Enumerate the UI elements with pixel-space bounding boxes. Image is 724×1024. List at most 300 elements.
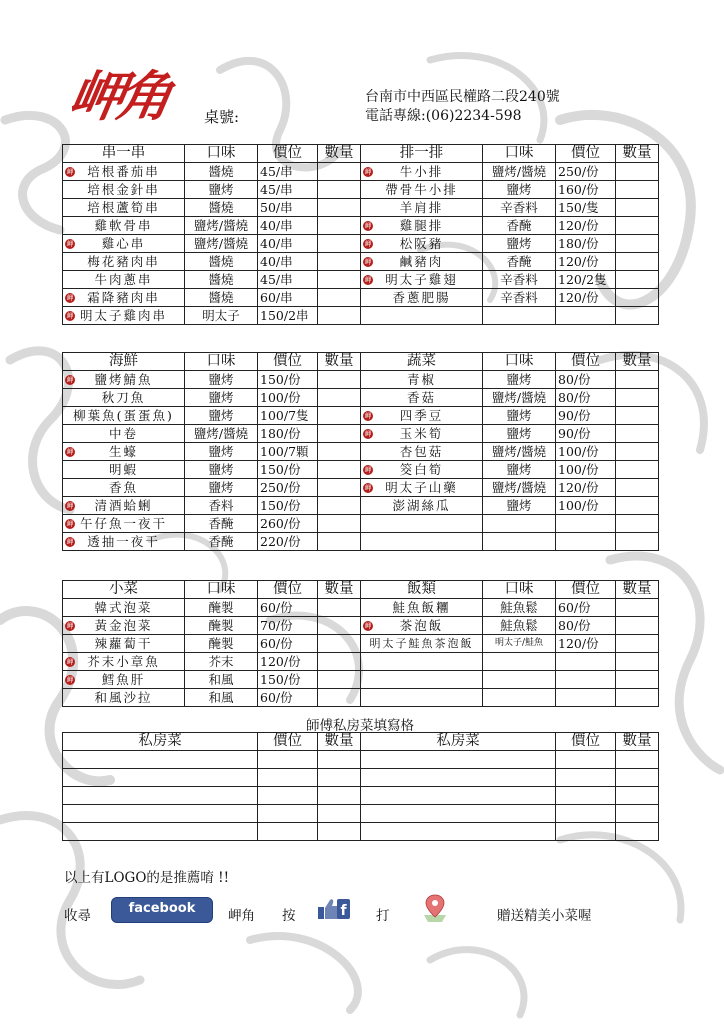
dish-price: 180/份 — [556, 235, 616, 253]
dish-name-text: 中卷 — [108, 426, 138, 441]
quantity-field[interactable] — [318, 407, 361, 425]
quantity-field[interactable] — [616, 443, 659, 461]
dish-name — [63, 653, 185, 671]
recommended-logo-icon: 岬 — [66, 168, 74, 176]
dish-price: 100/份 — [556, 461, 616, 479]
blank-cell[interactable] — [361, 805, 556, 823]
right-header-qty: 數量 — [616, 145, 659, 163]
quantity-field[interactable] — [318, 217, 361, 235]
facebook-logo[interactable]: facebook — [111, 897, 213, 923]
quantity-field[interactable] — [616, 689, 659, 707]
blank-cell[interactable] — [258, 805, 318, 823]
blank-cell[interactable] — [318, 787, 361, 805]
blank-cell[interactable] — [318, 769, 361, 787]
blank-cell[interactable] — [258, 787, 318, 805]
dish-name-text: 韓式泡菜 — [94, 600, 153, 615]
quantity-field[interactable] — [616, 671, 659, 689]
dish-name-text: 四季豆 — [399, 408, 444, 423]
blank-cell[interactable] — [361, 769, 556, 787]
quantity-field[interactable] — [616, 289, 659, 307]
recommend-note: 以上有LOGO的是推薦唷 !! — [64, 870, 230, 886]
quantity-field[interactable] — [318, 235, 361, 253]
dish-flavor: 醃製 — [185, 599, 258, 617]
dish-flavor: 鹽烤/醬燒 — [185, 425, 258, 443]
quantity-field[interactable] — [616, 235, 659, 253]
dish-price: 150/隻 — [556, 199, 616, 217]
phone: 電話專線:(06)2234-598 — [365, 108, 522, 124]
dish-name — [63, 461, 185, 479]
dish-name — [361, 199, 483, 217]
table-row — [63, 653, 659, 671]
dish-name — [361, 425, 483, 443]
recommended-logo-icon: 岬 — [364, 258, 372, 266]
dish-flavor: 醃製 — [185, 635, 258, 653]
blank-cell[interactable] — [63, 805, 258, 823]
brand-logo: 岬角 — [64, 64, 172, 128]
quantity-field[interactable] — [318, 497, 361, 515]
dish-flavor: 醃製 — [185, 617, 258, 635]
dish-price: 80/份 — [556, 371, 616, 389]
dish-name-text: 培根番茄串 — [87, 164, 160, 179]
dish-name — [361, 443, 483, 461]
dish-name-text: 雞腿排 — [399, 218, 444, 233]
dish-flavor: 鹽烤/醬燒 — [185, 217, 258, 235]
recommended-logo-icon: 岬 — [364, 222, 372, 230]
blank-cell[interactable] — [616, 787, 659, 805]
dish-price: 90/份 — [556, 407, 616, 425]
table-row — [63, 181, 659, 199]
dish-price: 120/份 — [556, 289, 616, 307]
table-row — [63, 217, 659, 235]
dish-flavor: 香醃 — [185, 515, 258, 533]
quantity-field[interactable] — [318, 599, 361, 617]
blank-cell[interactable] — [63, 823, 258, 841]
dish-name — [361, 235, 483, 253]
recommended-logo-icon: 岬 — [66, 658, 74, 666]
price-header: 價位 — [556, 733, 616, 751]
recommended-logo-icon: 岬 — [66, 520, 74, 528]
quantity-field[interactable] — [616, 425, 659, 443]
quantity-field[interactable] — [616, 271, 659, 289]
dish-name-text: 香蔥肥腸 — [392, 290, 451, 305]
dish-name-text: 杏包菇 — [399, 444, 444, 459]
quantity-field[interactable] — [616, 163, 659, 181]
recommended-logo-icon: 岬 — [364, 484, 372, 492]
brand-name: 岬角 — [228, 908, 255, 924]
dish-price: 40/串 — [258, 235, 318, 253]
dish-name — [63, 407, 185, 425]
dish-name — [361, 617, 483, 635]
recommended-logo-icon: 岬 — [66, 538, 74, 546]
dish-name-text: 帶骨牛小排 — [385, 182, 458, 197]
dish-name — [361, 407, 483, 425]
dish-price: 100/7顆 — [258, 443, 318, 461]
right-header-name: 排一排 — [361, 145, 483, 163]
dish-name-text: 生蠔 — [108, 444, 138, 459]
dish-name-text: 黃金泡菜 — [94, 618, 153, 633]
dish-name — [361, 163, 483, 181]
quantity-field[interactable] — [318, 181, 361, 199]
blank-cell[interactable] — [616, 751, 659, 769]
dish-flavor — [483, 533, 556, 551]
dish-name-text: 培根金針串 — [87, 182, 160, 197]
dish-price: 120/份 — [556, 253, 616, 271]
dish-flavor: 明太子 — [185, 307, 258, 325]
dish-name-text: 青椒 — [406, 372, 436, 387]
dish-flavor: 鹽烤/醬燒 — [483, 479, 556, 497]
dish-name — [361, 253, 483, 271]
dish-name-text: 芥末小章魚 — [87, 654, 160, 669]
dish-name — [361, 371, 483, 389]
quantity-field[interactable] — [318, 653, 361, 671]
dish-price: 45/串 — [258, 181, 318, 199]
dish-name-text: 明太子雞翅 — [385, 272, 458, 287]
dish-flavor: 鹽烤/醬燒 — [185, 235, 258, 253]
address: 台南市中西區民權路二段240號 — [365, 89, 560, 105]
dish-name-text: 梅花豬肉串 — [87, 254, 160, 269]
quantity-field[interactable] — [616, 307, 659, 325]
dish-price: 80/份 — [556, 617, 616, 635]
dish-name — [361, 479, 483, 497]
dish-name-text: 明太子山藥 — [385, 480, 458, 495]
blank-cell[interactable] — [556, 805, 616, 823]
blank-cell[interactable] — [556, 751, 616, 769]
dish-name — [63, 689, 185, 707]
blank-cell[interactable] — [556, 787, 616, 805]
table-row — [63, 271, 659, 289]
dish-price — [556, 671, 616, 689]
dish-name-text: 午仔魚一夜干 — [79, 516, 167, 531]
dish-name — [361, 461, 483, 479]
table-row — [63, 671, 659, 689]
dish-name — [63, 389, 185, 407]
quantity-field[interactable] — [616, 515, 659, 533]
recommended-logo-icon: 岬 — [66, 312, 74, 320]
recommended-logo-icon: 岬 — [66, 676, 74, 684]
quantity-field[interactable] — [318, 289, 361, 307]
dish-price — [556, 307, 616, 325]
dish-price: 40/串 — [258, 253, 318, 271]
table-number-label: 桌號: — [204, 108, 240, 126]
dish-flavor: 鹽烤 — [185, 443, 258, 461]
quantity-field[interactable] — [318, 671, 361, 689]
dish-name-text: 牛肉蔥串 — [94, 272, 153, 287]
blank-row — [63, 787, 659, 805]
quantity-field[interactable] — [318, 479, 361, 497]
blank-cell[interactable] — [258, 823, 318, 841]
dish-price: 150/2串 — [258, 307, 318, 325]
recommended-logo-icon: 岬 — [66, 502, 74, 510]
dish-flavor: 香醃 — [185, 533, 258, 551]
quantity-field[interactable] — [318, 461, 361, 479]
dish-name-text: 鹽烤鯖魚 — [94, 372, 153, 387]
dish-price: 50/串 — [258, 199, 318, 217]
dish-name — [361, 671, 483, 689]
dish-name — [63, 181, 185, 199]
dish-price: 60/份 — [258, 689, 318, 707]
dish-price: 100/份 — [556, 497, 616, 515]
dish-flavor: 醬燒 — [185, 199, 258, 217]
dish-name — [361, 515, 483, 533]
dish-name — [63, 199, 185, 217]
dish-price: 70/份 — [258, 617, 318, 635]
dish-price: 60/串 — [258, 289, 318, 307]
dish-name-text: 明蝦 — [108, 462, 138, 477]
dish-flavor: 和風 — [185, 671, 258, 689]
blank-cell[interactable] — [318, 823, 361, 841]
dish-name — [63, 599, 185, 617]
dish-name — [63, 271, 185, 289]
table-row — [63, 425, 659, 443]
recommended-logo-icon: 岬 — [364, 430, 372, 438]
price-header: 價位 — [258, 733, 318, 751]
blank-cell[interactable] — [616, 769, 659, 787]
dish-flavor: 鹽烤 — [483, 461, 556, 479]
quantity-field[interactable] — [318, 163, 361, 181]
quantity-field[interactable] — [318, 425, 361, 443]
blank-cell[interactable] — [258, 769, 318, 787]
blank-cell[interactable] — [318, 805, 361, 823]
dish-price: 150/份 — [258, 671, 318, 689]
blank-cell[interactable] — [616, 823, 659, 841]
dish-price: 250/份 — [556, 163, 616, 181]
quantity-field[interactable] — [616, 635, 659, 653]
dish-name — [361, 599, 483, 617]
quantity-field[interactable] — [616, 497, 659, 515]
dish-name — [63, 425, 185, 443]
dish-price: 260/份 — [258, 515, 318, 533]
table-row — [63, 479, 659, 497]
dish-flavor — [483, 671, 556, 689]
dish-name-text: 清酒蛤蜊 — [94, 498, 153, 513]
dish-name-text: 秋刀魚 — [101, 390, 146, 405]
right-header-flavor: 口味 — [483, 353, 556, 371]
table-row — [63, 533, 659, 551]
quantity-field[interactable] — [318, 253, 361, 271]
blank-cell[interactable] — [361, 823, 556, 841]
dish-name — [361, 289, 483, 307]
dish-name-text: 和風沙拉 — [94, 690, 153, 705]
dish-price: 120/2隻 — [556, 271, 616, 289]
dish-flavor: 鹽烤/醬燒 — [483, 389, 556, 407]
dish-flavor: 醬燒 — [185, 163, 258, 181]
dish-name-text: 筊白筍 — [399, 462, 444, 477]
dish-price: 120/份 — [556, 479, 616, 497]
quantity-field[interactable] — [318, 307, 361, 325]
quantity-field[interactable] — [616, 617, 659, 635]
left-header-qty: 數量 — [318, 581, 361, 599]
sides-rice-table — [62, 580, 659, 707]
blank-row — [63, 805, 659, 823]
dish-name — [63, 307, 185, 325]
dish-name-text: 羊肩排 — [399, 200, 444, 215]
quantity-field[interactable] — [616, 599, 659, 617]
dish-flavor: 鹽烤 — [185, 181, 258, 199]
blank-cell[interactable] — [556, 769, 616, 787]
blank-cell[interactable] — [63, 787, 258, 805]
dish-price: 220/份 — [258, 533, 318, 551]
dish-flavor: 鹽烤 — [185, 389, 258, 407]
press-label: 按 — [282, 908, 296, 924]
left-header-name: 串一串 — [63, 145, 185, 163]
dish-price: 150/份 — [258, 497, 318, 515]
table-row — [63, 253, 659, 271]
dish-price — [556, 533, 616, 551]
dish-price: 160/份 — [556, 181, 616, 199]
dish-name — [63, 217, 185, 235]
dish-price: 40/串 — [258, 217, 318, 235]
dish-flavor: 香料 — [185, 497, 258, 515]
recommended-logo-icon: 岬 — [66, 376, 74, 384]
left-header-flavor: 口味 — [185, 581, 258, 599]
quantity-field[interactable] — [318, 371, 361, 389]
dish-name — [361, 217, 483, 235]
right-header-flavor: 口味 — [483, 145, 556, 163]
blank-cell[interactable] — [361, 787, 556, 805]
dish-name — [63, 617, 185, 635]
right-header-price: 價位 — [556, 581, 616, 599]
right-header-price: 價位 — [556, 353, 616, 371]
dish-name-text: 牛小排 — [399, 164, 444, 179]
dish-name-text: 辣蘿蔔干 — [94, 636, 153, 651]
blank-cell[interactable] — [63, 751, 258, 769]
dish-price: 90/份 — [556, 425, 616, 443]
blank-cell[interactable] — [318, 751, 361, 769]
dish-name — [361, 307, 483, 325]
dish-price: 45/串 — [258, 163, 318, 181]
quantity-field[interactable] — [318, 389, 361, 407]
private-dish-header: 私房菜 — [361, 733, 556, 751]
dish-name — [63, 497, 185, 515]
quantity-field[interactable] — [616, 181, 659, 199]
blank-cell[interactable] — [63, 769, 258, 787]
table-row — [63, 199, 659, 217]
dish-flavor: 芥末 — [185, 653, 258, 671]
right-header-price: 價位 — [556, 145, 616, 163]
dish-name — [63, 515, 185, 533]
quantity-field[interactable] — [616, 533, 659, 551]
dish-flavor — [483, 689, 556, 707]
dish-flavor: 鹽烤 — [185, 479, 258, 497]
quantity-field[interactable] — [318, 617, 361, 635]
dish-name — [361, 653, 483, 671]
recommended-logo-icon: 岬 — [66, 294, 74, 302]
facebook-like-icon[interactable] — [317, 897, 351, 921]
left-header-price: 價位 — [258, 353, 318, 371]
dish-price — [556, 515, 616, 533]
blank-cell[interactable] — [258, 751, 318, 769]
quantity-field[interactable] — [616, 389, 659, 407]
table-row — [63, 635, 659, 653]
table-row — [63, 307, 659, 325]
quantity-field[interactable] — [616, 199, 659, 217]
dish-name — [63, 479, 185, 497]
check-in-label: 打 — [376, 908, 390, 924]
gift-label: 贈送精美小菜喔 — [497, 908, 592, 924]
quantity-field[interactable] — [318, 635, 361, 653]
quantity-field[interactable] — [318, 515, 361, 533]
blank-cell[interactable] — [556, 823, 616, 841]
seafood-vegetable-table — [62, 352, 659, 551]
dish-flavor: 鹽烤 — [185, 371, 258, 389]
dish-name-text: 柳葉魚(蛋蛋魚) — [73, 408, 174, 423]
blank-cell[interactable] — [361, 751, 556, 769]
dish-name-text: 透抽一夜干 — [87, 534, 160, 549]
quantity-field[interactable] — [616, 479, 659, 497]
right-header-name: 蔬菜 — [361, 353, 483, 371]
dish-flavor: 香醃 — [483, 217, 556, 235]
left-header-flavor: 口味 — [185, 353, 258, 371]
quantity-field[interactable] — [616, 217, 659, 235]
dish-name-text: 鹹豬肉 — [399, 254, 444, 269]
dish-flavor: 鹽烤 — [483, 181, 556, 199]
dish-price: 120/份 — [556, 635, 616, 653]
private-dishes-title: 師傅私房菜填寫格 — [306, 718, 414, 734]
quantity-field[interactable] — [318, 689, 361, 707]
recommended-logo-icon: 岬 — [364, 168, 372, 176]
quantity-field[interactable] — [616, 371, 659, 389]
quantity-field[interactable] — [616, 653, 659, 671]
location-pin-icon[interactable] — [422, 893, 448, 923]
table-row — [63, 515, 659, 533]
quantity-field[interactable] — [616, 407, 659, 425]
recommended-logo-icon: 岬 — [364, 276, 372, 284]
recommended-logo-icon: 岬 — [66, 240, 74, 248]
quantity-field[interactable] — [318, 199, 361, 217]
dish-name — [63, 235, 185, 253]
dish-flavor: 醬燒 — [185, 271, 258, 289]
table-row — [63, 617, 659, 635]
dish-name — [63, 443, 185, 461]
quantity-field[interactable] — [318, 271, 361, 289]
right-header-name: 飯類 — [361, 581, 483, 599]
qty-header: 數量 — [616, 733, 659, 751]
dish-price: 80/份 — [556, 389, 616, 407]
right-header-flavor: 口味 — [483, 581, 556, 599]
left-header-name: 海鮮 — [63, 353, 185, 371]
quantity-field[interactable] — [616, 253, 659, 271]
table-row — [63, 443, 659, 461]
blank-cell[interactable] — [616, 805, 659, 823]
dish-name — [361, 689, 483, 707]
svg-text:f: f — [340, 903, 347, 919]
quantity-field[interactable] — [318, 533, 361, 551]
dish-flavor: 鮭魚鬆 — [483, 599, 556, 617]
dish-name-text: 澎湖絲瓜 — [392, 498, 451, 513]
dish-name — [361, 181, 483, 199]
address-block — [365, 88, 560, 126]
dish-name-text: 香菇 — [406, 390, 436, 405]
dish-price: 60/份 — [258, 635, 318, 653]
dish-flavor: 醬燒 — [185, 289, 258, 307]
dish-name — [361, 389, 483, 407]
dish-name — [63, 635, 185, 653]
dish-flavor: 鹽烤 — [483, 371, 556, 389]
qty-header: 數量 — [318, 733, 361, 751]
quantity-field[interactable] — [318, 443, 361, 461]
dish-price: 150/份 — [258, 461, 318, 479]
dish-name — [63, 289, 185, 307]
dish-name-text: 鱈魚肝 — [101, 672, 146, 687]
dish-flavor: 鹽烤 — [483, 407, 556, 425]
dish-flavor — [483, 515, 556, 533]
quantity-field[interactable] — [616, 461, 659, 479]
dish-name — [63, 253, 185, 271]
dish-name-text: 鮭魚飯糰 — [392, 600, 451, 615]
dish-name-text: 玉米筍 — [399, 426, 444, 441]
dish-price: 45/串 — [258, 271, 318, 289]
dish-name — [361, 635, 483, 653]
